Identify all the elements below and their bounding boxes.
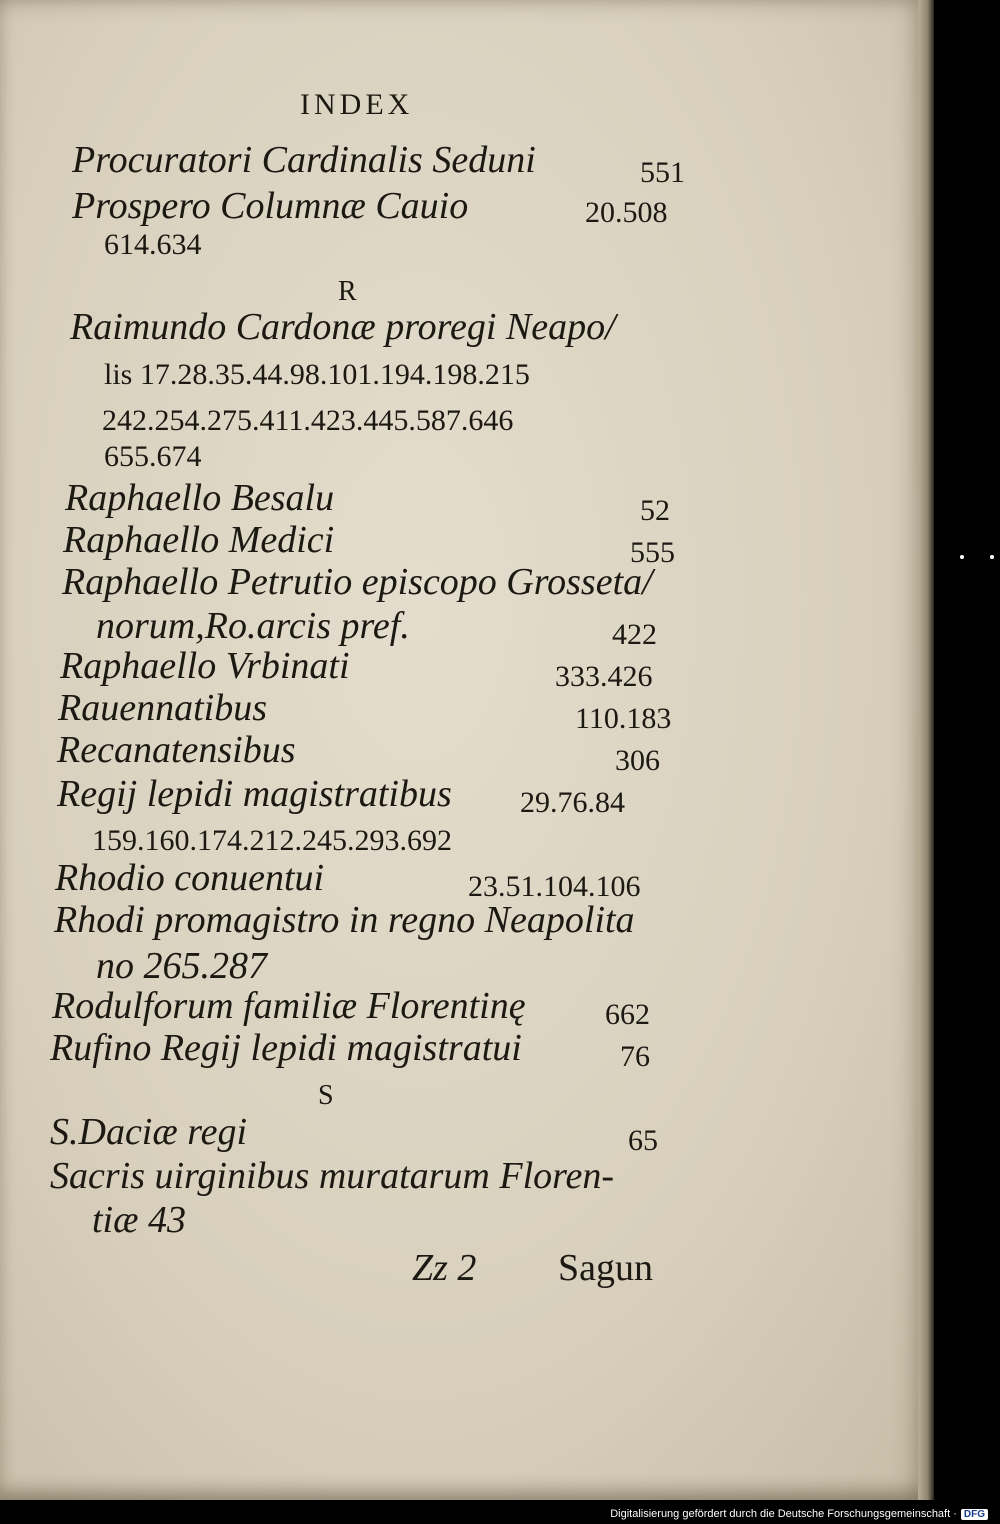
entry-name: Rodulforum familiæ Florentinę — [52, 985, 526, 1027]
entry-name: Recanatensibus — [57, 729, 296, 771]
entry-name: Raphaello Petrutio episcopo Grosseta/ — [62, 561, 653, 603]
entry-continuation: 159.160.174.212.245.293.692 — [92, 824, 452, 857]
entry-continuation: tiæ 43 — [92, 1199, 186, 1241]
section-letter-r: R — [338, 276, 357, 307]
digitization-footer — [610, 1508, 988, 1520]
page-edge — [918, 0, 934, 1500]
margin-dot — [960, 555, 964, 559]
entry-continuation: lis 17.28.35.44.98.101.194.198.215 — [104, 358, 530, 391]
entry-pages: 29.76.84 — [520, 786, 625, 819]
entry-name: Raphaello Medici — [63, 519, 335, 561]
entry-pages: 52 — [640, 494, 670, 527]
entry-name: Sacris uirginibus muratarum Floren- — [50, 1155, 615, 1197]
entry-continuation: 614.634 — [104, 228, 202, 261]
entry-name: S.Daciæ regi — [50, 1111, 248, 1153]
entry-continuation: 242.254.275.411.423.445.587.646 — [102, 404, 514, 437]
entry-pages: 23.51.104.106 — [468, 870, 641, 903]
entry-pages: 20.508 — [585, 196, 668, 229]
entry-pages: 422 — [612, 618, 657, 651]
entry-name: Raphaello Vrbinati — [60, 645, 350, 687]
entry-pages: 662 — [605, 998, 650, 1031]
entry-name: Rufino Regij lepidi magistratui — [50, 1027, 522, 1069]
entry-name: Rhodi promagistro in regno Neapolita — [54, 899, 635, 941]
entry-name: Rhodio conuentui — [55, 857, 325, 899]
entry-name: Raimundo Cardonæ proregi Neapo/ — [70, 306, 616, 348]
dfg-logo-icon: DFG — [961, 1509, 988, 1520]
entry-pages: 551 — [640, 156, 685, 189]
entry-continuation: norum,Ro.arcis pref. — [96, 605, 410, 647]
page-header: INDEX — [300, 88, 414, 121]
entry-pages: 306 — [615, 744, 660, 777]
signature-mark: Zz 2 — [412, 1247, 477, 1289]
entry-name: Regij lepidi magistratibus — [57, 773, 452, 815]
entry-name: Rauennatibus — [58, 687, 267, 729]
entry-pages: 76 — [620, 1040, 650, 1073]
entry-pages: 555 — [630, 536, 675, 569]
footer-text: Digitalisierung gefördert durch die Deutsche Forschungsgemeinschaft · — [610, 1508, 957, 1520]
margin-dot — [990, 555, 994, 559]
section-letter-s: S — [318, 1080, 334, 1111]
entry-name: Raphaello Besalu — [65, 477, 335, 519]
catchword: Sagun — [558, 1247, 653, 1289]
entry-continuation: no 265.287 — [96, 945, 267, 987]
entry-pages: 110.183 — [575, 702, 672, 735]
entry-name: Prospero Columnæ Cauio — [72, 185, 469, 227]
entry-name: Procuratori Cardinalis Seduni — [72, 139, 536, 181]
entry-pages: 65 — [628, 1124, 658, 1157]
entry-pages: 333.426 — [555, 660, 653, 693]
entry-continuation: 655.674 — [104, 440, 202, 473]
